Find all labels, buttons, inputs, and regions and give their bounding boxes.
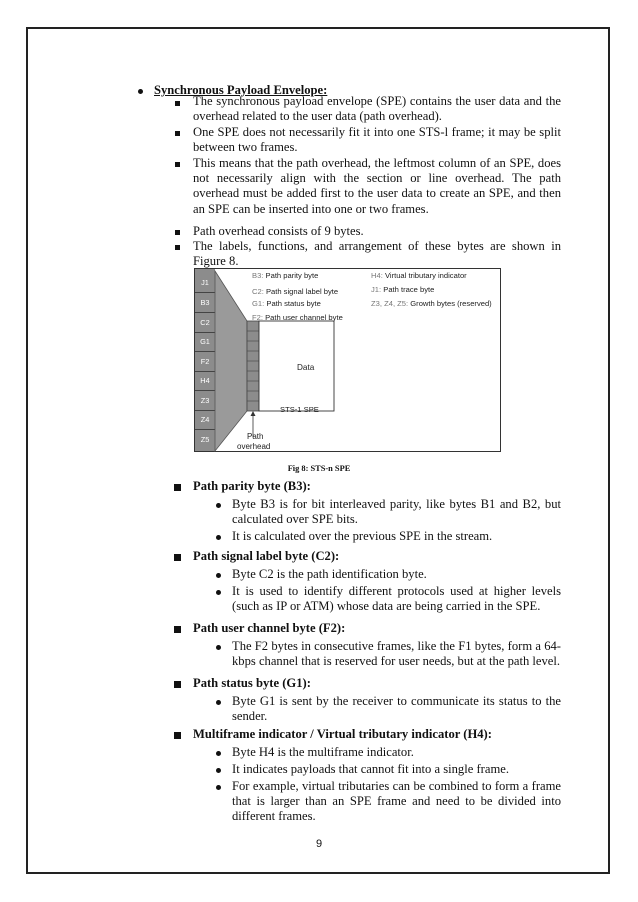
byte-point: It indicates payloads that cannot fit into a single frame. [232, 762, 509, 776]
bullet-square [175, 131, 180, 136]
spe-figure [194, 268, 501, 452]
overhead-cell: G1 [195, 332, 215, 352]
byte-point: Byte C2 is the path identification byte. [232, 567, 427, 581]
section-item: The labels, functions, and arrangement of these bytes are shown in Figure 8. [193, 239, 561, 269]
bullet-dot [216, 590, 221, 595]
byte-title-h4: Multiframe indicator / Virtual tributary indicator (H4): [193, 727, 492, 741]
legend-g1: G1: Path status byte [252, 299, 321, 308]
overhead-label: overhead [237, 442, 271, 451]
byte-point: Byte B3 is for bit interleaved parity, like bytes B1 and B2, but calculated over SPE bits. [232, 497, 561, 527]
funnel-shape [215, 271, 247, 451]
section-item: Path overhead consists of 9 bytes. [193, 224, 364, 238]
bullet-dot [216, 751, 221, 756]
figure-caption: Fig 8: STS-n SPE [287, 464, 351, 473]
section-heading: Synchronous Payload Envelope: [154, 83, 328, 97]
bullet-square [174, 626, 181, 633]
bullet-square [175, 101, 180, 106]
bullet-square [175, 245, 180, 250]
byte-title-c2: Path signal label byte (C2): [193, 549, 340, 563]
bullet-square [174, 732, 181, 739]
overhead-cell: C2 [195, 313, 215, 333]
bullet-square [174, 681, 181, 688]
path-label: Path [247, 432, 264, 441]
legend-j1: J1: Path trace byte [371, 285, 435, 294]
overhead-cell: J1 [195, 273, 215, 293]
legend-c2: C2: Path signal label byte [252, 287, 339, 296]
bullet-dot [216, 785, 221, 790]
byte-title-g1: Path status byte (G1): [193, 676, 311, 690]
section-item: The synchronous payload envelope (SPE) contains the user data and the overhead related to the user data (path overhead). [193, 94, 561, 124]
overhead-cell: H4 [195, 371, 215, 391]
bullet-square [174, 554, 181, 561]
section-item: This means that the path overhead, the leftmost column of an SPE, does not necessarily align with the section or line overhead. The path overhead must be added first to the user data to create an SPE, and then an SPE can be inserted into one or two frames. [193, 156, 561, 216]
byte-point: For example, virtual tributaries can be combined to form a frame that is larger than an SPE frame and need to be divided into different frames. [232, 779, 561, 824]
bullet-square [175, 230, 180, 235]
byte-title-f2: Path user channel byte (F2): [193, 621, 346, 635]
overhead-cell: B3 [195, 293, 215, 313]
page-number: 9 [315, 838, 323, 850]
overhead-cell: Z3 [195, 391, 215, 411]
overhead-cell: Z4 [195, 410, 215, 430]
byte-title-b3: Path parity byte (B3): [193, 479, 311, 493]
bullet-dot [138, 89, 143, 94]
section-item: One SPE does not necessarily fit it into one STS-l frame; it may be split between two frames. [193, 125, 561, 155]
overhead-cell: Z5 [200, 435, 210, 444]
legend-z-bytes: Z3, Z4, Z5: Growth bytes (reserved) [371, 299, 492, 308]
bullet-dot [216, 645, 221, 650]
spe-label: STS-1 SPE [280, 405, 319, 414]
legend-b3: B3: Path parity byte [252, 271, 319, 280]
data-label: Data [297, 363, 315, 372]
spe-overhead-column [247, 321, 259, 411]
bullet-square [175, 162, 180, 167]
bullet-square [174, 484, 181, 491]
byte-point: It is used to identify different protocols used at higher levels (such as IP or ATM) whose data are being carried in the SPE. [232, 584, 561, 614]
bullet-dot [216, 768, 221, 773]
arrow-head [251, 411, 256, 416]
bullet-dot [216, 700, 221, 705]
legend-f2: F2: Path user channel byte [252, 313, 343, 322]
spe-diagram [195, 269, 502, 453]
byte-point: Byte H4 is the multiframe indicator. [232, 745, 414, 759]
byte-point: The F2 bytes in consecutive frames, like the F1 bytes, form a 64-kbps channel that is reserved for user needs, but at the path level. [232, 639, 561, 669]
legend-h4: H4: Virtual tributary indicator [371, 271, 467, 280]
overhead-cell: F2 [195, 352, 215, 372]
byte-point: Byte G1 is sent by the receiver to communicate its status to the sender. [232, 694, 561, 724]
bullet-dot [216, 503, 221, 508]
bullet-dot [216, 535, 221, 540]
bullet-dot [216, 573, 221, 578]
byte-point: It is calculated over the previous SPE in the stream. [232, 529, 493, 543]
